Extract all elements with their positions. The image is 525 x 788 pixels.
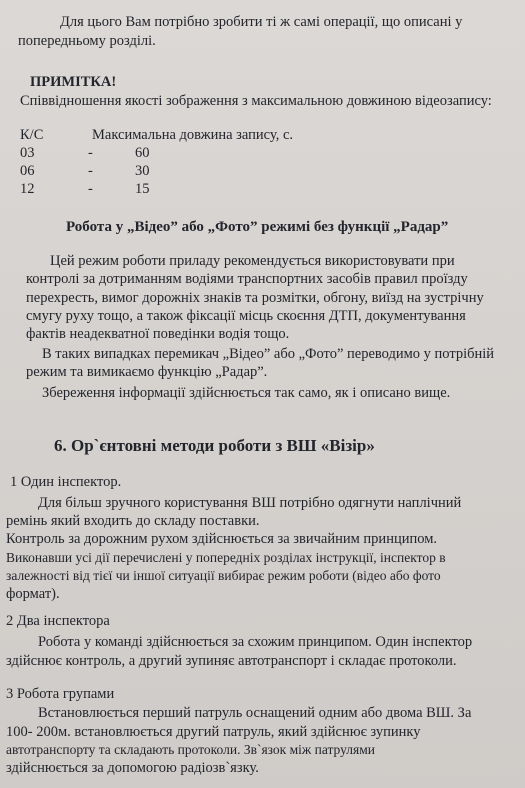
- paragraph-line: В таких випадках перемикач „Відео” або „Фото” переводимо у потрібній: [42, 346, 495, 362]
- intro-line-1: Для цього Вам потрібно зробити ті ж самі операції, що описані у: [60, 14, 463, 30]
- table-cell-value: 30: [135, 163, 150, 179]
- table-row: [20, 144, 220, 162]
- paragraph-line: Встановлюється перший патруль оснащений одним або двома ВШ. За: [38, 705, 472, 721]
- subsection-title: 3 Робота групами: [6, 686, 115, 702]
- table-cell-kc: 03: [20, 145, 35, 161]
- table-cell-value: 15: [135, 181, 150, 197]
- paragraph-line: залежності від тієї чи іншої ситуації вибирає режим роботи (відео або фото: [6, 568, 441, 583]
- paragraph-line: Для більш зручного користування ВШ потрібно одягнути наплічний: [38, 495, 462, 511]
- paragraph-line: Виконавши усі дії перечислені у попередніх розділах інструкції, інспектор в: [6, 550, 446, 565]
- table-header-max-length: Максимальна довжина запису, с.: [92, 127, 294, 143]
- paragraph-line: перехресть, вимог дорожніх знаків та розмітки, обгону, виїзд на зустрічну: [26, 290, 484, 306]
- intro-line-2: попередньому розділі.: [18, 33, 156, 49]
- paragraph-line: 100- 200м. встановлюється другий патруль, який здійснює зупинку: [6, 724, 421, 740]
- paragraph-line: ремінь який входить до складу поставки.: [6, 513, 260, 529]
- paragraph-line: Збереження інформації здійснюється так само, як і описано вище.: [42, 385, 451, 401]
- table-cell-dash: -: [88, 163, 93, 179]
- table-cell-value: 60: [135, 145, 150, 161]
- paragraph-line: фактів неадекватної поведінки водія тощо.: [26, 326, 290, 342]
- paragraph-line: формат).: [6, 586, 60, 602]
- table-header-kc: К/С: [20, 127, 44, 143]
- paragraph-line: Робота у команді здійснюється за схожим принципом. Один інспектор: [38, 634, 473, 650]
- table-row: [20, 180, 220, 198]
- paragraph-line: смугу руху тощо, а також фіксації місць скоєння ДТП, документування: [26, 308, 466, 324]
- table-cell-kc: 12: [20, 181, 35, 197]
- note-title: ПРИМІТКА!: [30, 74, 117, 90]
- subsection-title: 1 Один інспектор.: [10, 474, 122, 490]
- paragraph-line: автотранспорту та складають протоколи. Зв`язок між патрулями: [6, 742, 375, 757]
- paragraph-line: режим та вимикаємо функцію „Радар”.: [26, 364, 268, 380]
- section-6-heading: 6. Ор`єнтовні методи роботи з ВШ «Візір»: [54, 436, 375, 455]
- note-body: Співвідношення якості зображення з максимальною довжиною відеозапису:: [20, 93, 492, 109]
- paragraph-line: контролі за дотриманням водіями транспортних засобів правил проїзду: [26, 271, 468, 287]
- table-cell-dash: -: [88, 145, 93, 161]
- table-cell-dash: -: [88, 181, 93, 197]
- table-cell-kc: 06: [20, 163, 35, 179]
- paragraph-line: Цей режим роботи приладу рекомендується використовувати при: [50, 253, 455, 269]
- table-row: [20, 162, 220, 180]
- subsection-title: 2 Два інспектора: [6, 613, 110, 629]
- paragraph-line: Контроль за дорожним рухом здійснюється за звичайним принципом.: [6, 531, 438, 547]
- mode-section-title: Робота у „Відео” або „Фото” режимі без функції „Радар”: [66, 219, 449, 235]
- paragraph-line: здійснює контроль, а другий зупиняє автотранспорт і складає протоколи.: [6, 653, 457, 669]
- paragraph-line: здійснюється за допомогою радіозв`язку.: [6, 760, 259, 776]
